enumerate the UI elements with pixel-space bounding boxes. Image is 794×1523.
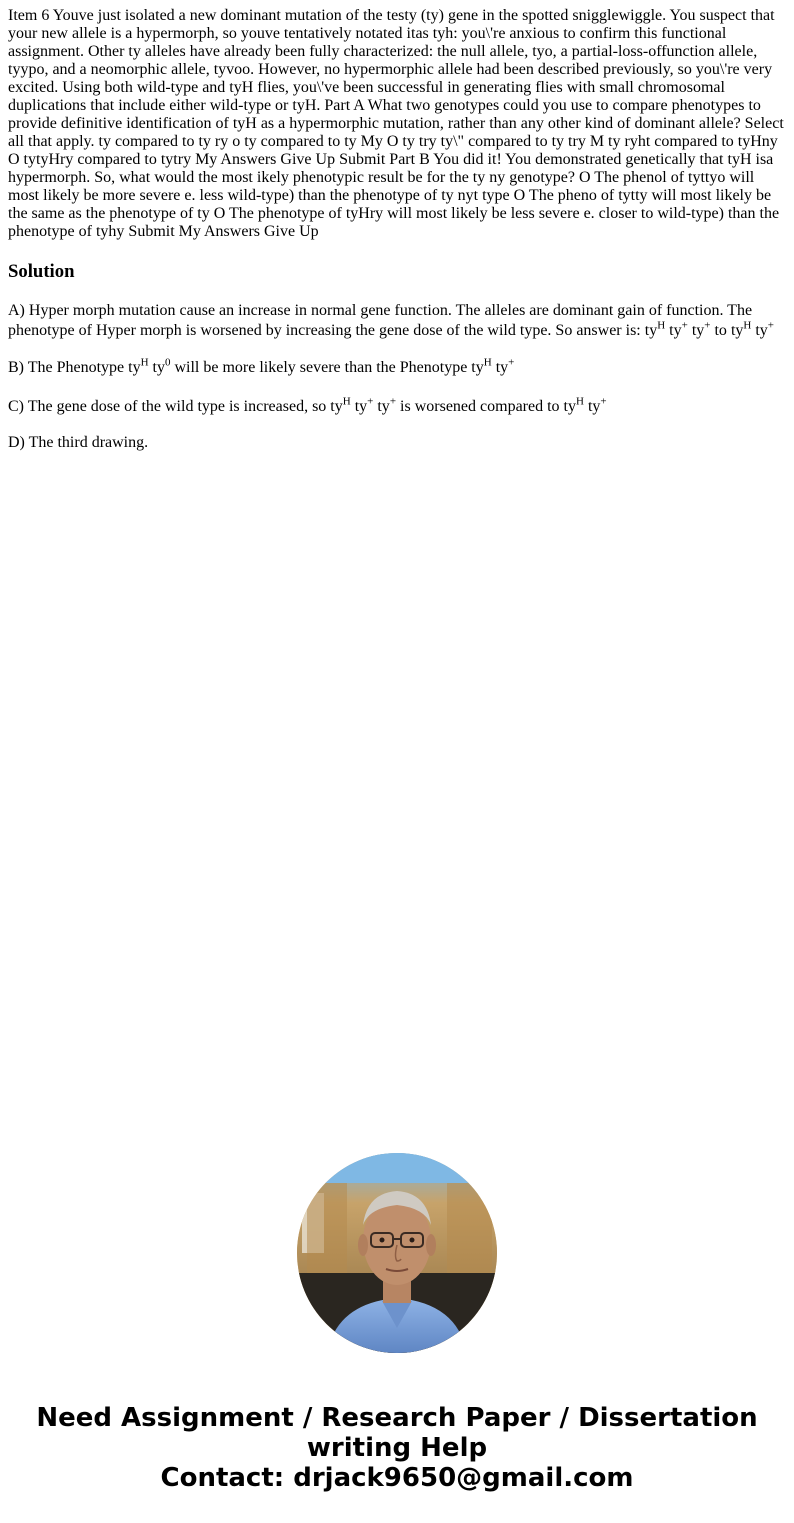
sup-plus: + xyxy=(508,356,515,369)
solution-heading: Solution xyxy=(8,261,75,282)
sup-plus: + xyxy=(367,395,374,408)
answer-c xyxy=(8,397,786,417)
sup-h: H xyxy=(342,395,351,408)
ty-text: ty xyxy=(691,322,705,339)
sup-plus: + xyxy=(767,319,775,332)
avatar-illustration xyxy=(297,1153,497,1353)
sup-plus: + xyxy=(600,395,607,408)
ty-text: ty xyxy=(152,359,165,376)
footer-line-2: writing Help xyxy=(306,1433,488,1463)
ty-text: ty xyxy=(730,322,744,339)
sup-zero: 0 xyxy=(164,356,171,369)
to-text: to xyxy=(714,322,727,339)
answer-b-prefix: B) The Phenotype ty xyxy=(8,359,141,376)
sup-h: H xyxy=(657,319,666,332)
sup-h: H xyxy=(575,395,584,408)
answer-b xyxy=(8,358,786,378)
sup-plus: + xyxy=(704,319,711,332)
answer-a-text: A) Hyper morph mutation cause an increase in normal gene function. The alleles are dominant gain of function. The phenotype of Hyper morph is worsened by increasing the gene dose of the wild type. So answer is: ty xyxy=(8,302,753,339)
ty-text: ty xyxy=(495,359,509,376)
person-photo-icon xyxy=(297,1153,497,1353)
sup-plus: + xyxy=(681,319,688,332)
ty-text: ty xyxy=(669,322,682,339)
ty-text: ty xyxy=(755,322,768,339)
ty-text: ty xyxy=(587,398,601,415)
answer-c-middle: is worsened compared to ty xyxy=(396,398,576,415)
ty-text: ty xyxy=(354,398,368,415)
sup-h: H xyxy=(140,356,149,369)
footer-line-1: Need Assignment / Research Paper / Dissertation xyxy=(36,1403,758,1433)
footer-banner xyxy=(0,1403,794,1493)
sup-plus: + xyxy=(389,395,397,408)
footer-contact: Contact: drjack9650@gmail.com xyxy=(160,1463,634,1493)
answer-c-prefix: C) The gene dose of the wild type is increased, so ty xyxy=(8,398,343,415)
sup-h: H xyxy=(483,356,492,369)
ty-text: ty xyxy=(377,398,390,415)
answer-d: D) The third drawing. xyxy=(8,434,149,451)
answer-b-middle: will be more likely severe than the Phenotype ty xyxy=(170,359,484,376)
sup-h: H xyxy=(743,319,752,332)
question-text: Item 6 Youve just isolated a new dominant mutation of the testy (ty) gene in the spotted snigglewiggle. You suspect that your new allele is a hypermorph, so youve tentatively notated itas tyh: you\'re anxious to confirm this functional assignment. Other ty alleles have already been fully characterized: the null allele, tyo, a partial-loss-offunction allele, tyypo, and a neomorphic allele, tyvoo. However, no hypermorphic allele had been described previously, so you\'re very excited. Using both wild-type and tyH flies, you\'ve been successful in generating flies with small chromosomal duplications that include either wild-type or tyH. Part A What two genotypes could you use to compare phenotypes to provide definitive identification of tyH as a hypermorphic mutation, rather than any other kind of dominant allele? Select all that apply. ty compared to ty ry o ty compared to ty My O ty try ty\" compared to ty try M ty ryht compared to tyHny O tytyHry compared to tytry My Answers Give Up Submit Part B You did it! You demonstrated genetically that tyH isa hypermorph. So, what would the most ikely phenotypic result be for the ty ny genotype? O The phenol of tyttyo will most likely be more severe e. less wild-type) than the phenotype of ty nyt type O The pheno of tytty will most likely be the same as the phenotype of ty O The phenotype of tyHry will most likely be less severe e. closer to wild-type) than the phenotype of tyhy Submit My Answers Give Up xyxy=(8,7,784,240)
answer-a xyxy=(8,301,786,341)
